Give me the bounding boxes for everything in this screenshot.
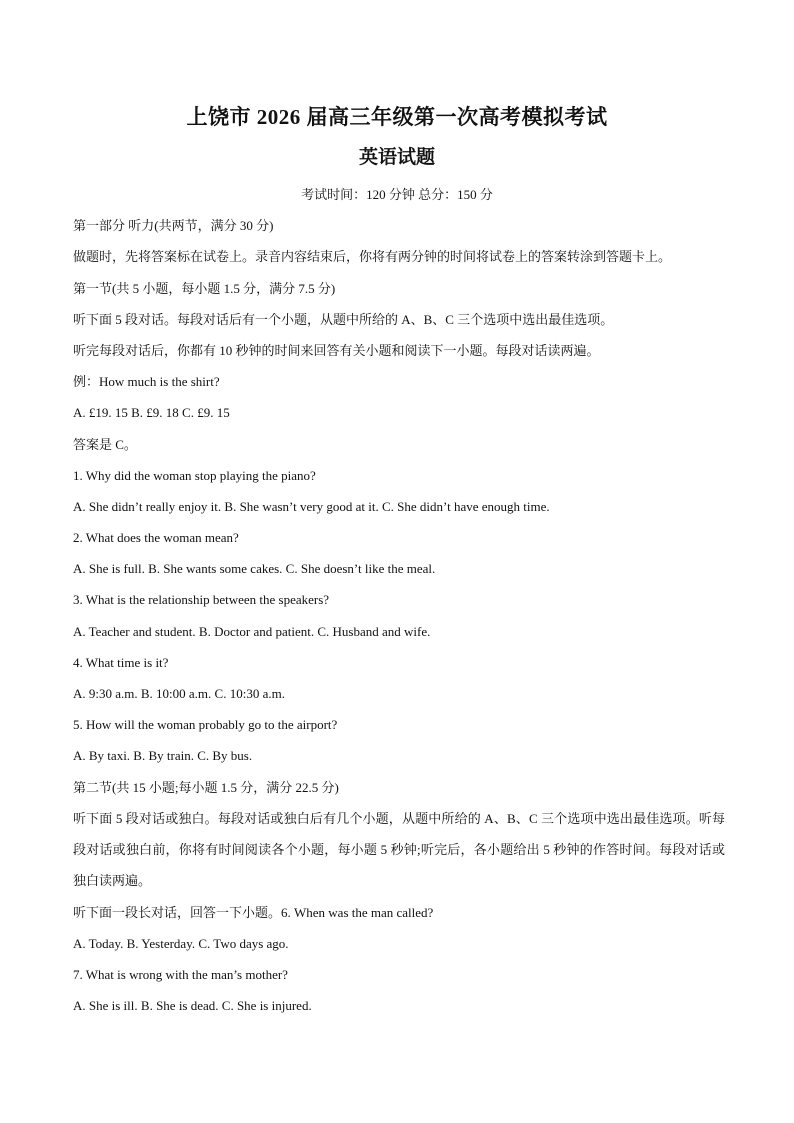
section-one-heading: 第一节(共 5 小题，每小题 1.5 分，满分 7.5 分) (73, 281, 336, 296)
question-1: 1. Why did the woman stop playing the piano? (73, 468, 316, 483)
example-options: A. £19. 15 B. £9. 18 C. £9. 15 (73, 405, 230, 420)
question-6: 听下面一段长对话，回答一下小题。6. When was the man called? (73, 905, 434, 920)
part-one-heading: 第一部分 听力(共两节，满分 30 分) (73, 218, 274, 233)
exam-subtitle: 英语试题 (358, 147, 435, 168)
question-2-options: A. She is full. B. She wants some cakes. C. She doesn’t like the meal. (73, 561, 436, 576)
section-one-instructions-2: 听完每段对话后，你都有 10 秒钟的时间来回答有关小题和阅读下一小题。每段对话读两遍。 (73, 343, 600, 358)
question-1-options: A. She didn’t really enjoy it. B. She wasn’t very good at it. C. She didn’t have enough time. (73, 499, 550, 514)
question-7-options: A. She is ill. B. She is dead. C. She is injured. (73, 998, 312, 1013)
part-one-instructions: 做题时，先将答案标在试卷上。录音内容结束后，你将有两分钟的时间将试卷上的答案转涂到答题卡上。 (73, 249, 672, 264)
section-one-instructions: 听下面 5 段对话。每段对话后有一个小题，从题中所给的 A、B、C 三个选项中选出最佳选项。 (73, 312, 614, 327)
example-answer: 答案是 C。 (73, 437, 137, 452)
section-two-heading: 第二节(共 15 小题;每小题 1.5 分，满分 22.5 分) (73, 780, 339, 795)
section-two-instructions: 听下面 5 段对话或独白。每段对话或独白后有几个小题，从题中所给的 A、B、C 三个选项中选出最佳选项。听每段对话或独白前，你将有时间阅读各个小题，每小题 5 秒钟;听完后，各小题给出 5 秒钟的作答时间。每段对话或独白读两遍。 (73, 811, 725, 888)
question-2: 2. What does the woman mean? (73, 530, 239, 545)
question-4: 4. What time is it? (73, 655, 169, 670)
example-question: 例：How much is the shirt? (73, 374, 220, 389)
question-4-options: A. 9:30 a.m. B. 10:00 a.m. C. 10:30 a.m. (73, 686, 285, 701)
question-7: 7. What is wrong with the man’s mother? (73, 967, 288, 982)
question-3-options: A. Teacher and student. B. Doctor and patient. C. Husband and wife. (73, 624, 431, 639)
question-5-options: A. By taxi. B. By train. C. By bus. (73, 748, 253, 763)
question-6-options: A. Today. B. Yesterday. C. Two days ago. (73, 936, 289, 951)
question-5: 5. How will the woman probably go to the airport? (73, 717, 338, 732)
exam-info: 考试时间：120 分钟 总分：150 分 (301, 187, 493, 202)
question-3: 3. What is the relationship between the speakers? (73, 592, 330, 607)
exam-title: 上饶市 2026 届高三年级第一次高考模拟考试 (186, 105, 608, 129)
